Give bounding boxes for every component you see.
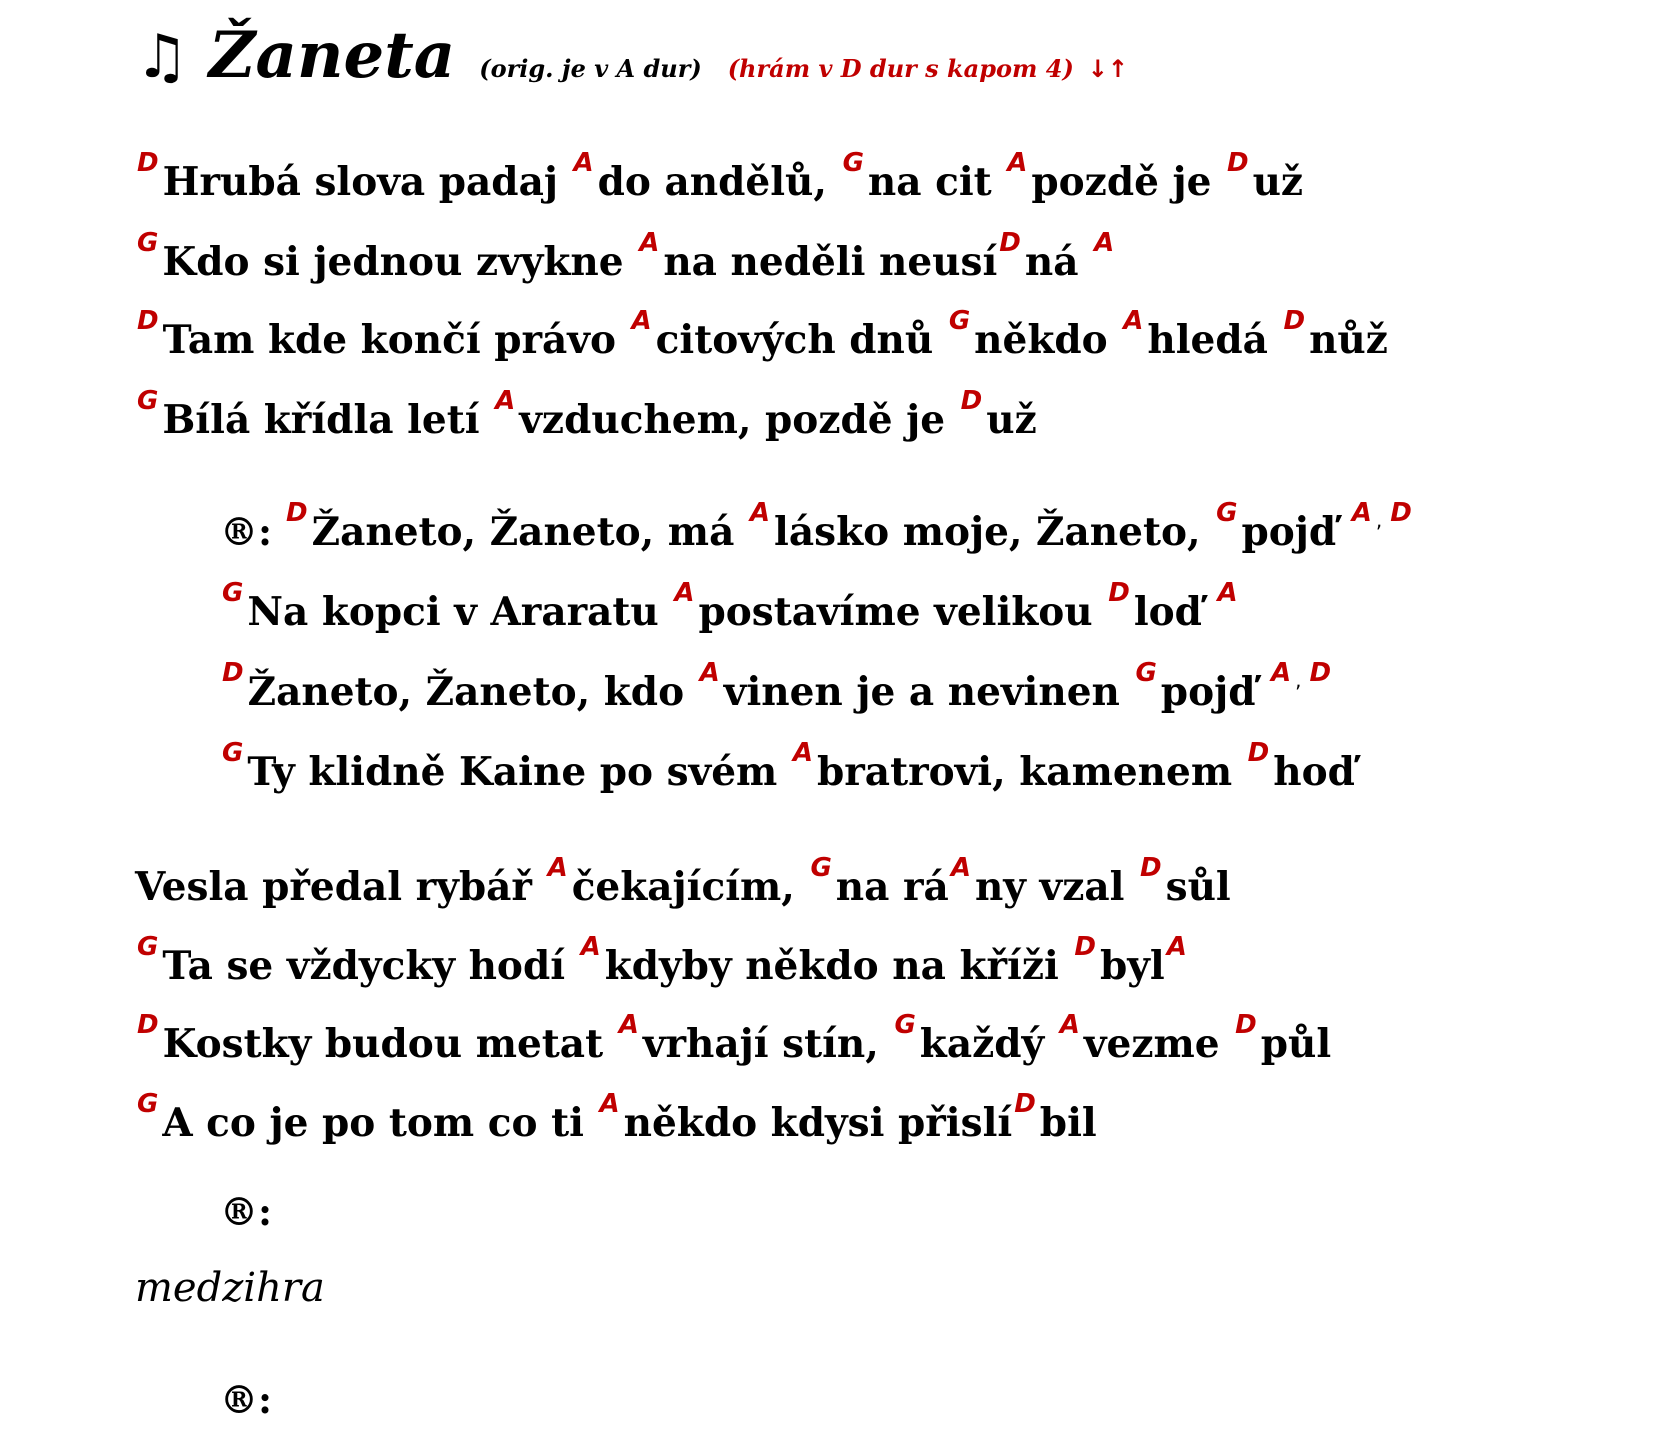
verse2-line4 (135, 1089, 1097, 1158)
chord: G (137, 932, 159, 962)
lyric-text: vezme (1083, 1021, 1234, 1067)
chord: A (1351, 498, 1372, 528)
chord: A (639, 228, 660, 258)
lyric-text: ny vzal (974, 864, 1139, 910)
lyric-text: Kostky budou metat (162, 1021, 617, 1067)
chord: A (1007, 148, 1028, 178)
chord: D (1247, 738, 1270, 768)
lyric-text: citových dnů (655, 317, 947, 363)
lyric-text: A co je po tom co ti (162, 1100, 598, 1146)
lyric-text: pojď (1241, 509, 1350, 555)
lyric-text: na rá (835, 864, 949, 910)
chord: D (137, 1010, 159, 1040)
refrain-line1 (220, 498, 1416, 568)
chord: D (1074, 932, 1096, 962)
chord: D (1309, 658, 1332, 688)
lyric-text: pozdě je (1031, 159, 1225, 205)
chord: D (1390, 498, 1412, 528)
chord: G (1216, 498, 1238, 528)
chord: D (222, 658, 244, 688)
lyric-text: na cit (867, 159, 1006, 205)
lyric-text: Žaneto, Žaneto, má (311, 509, 748, 555)
lyric-text: bil (1039, 1100, 1097, 1146)
chord-separator: , (1295, 668, 1302, 692)
lyric-text: Bílá křídla letí (162, 397, 494, 443)
lyric-text: Ty klidně Kaine po svém (247, 749, 791, 795)
lyric-text: loď (1133, 589, 1216, 635)
lyric-text: postavíme velikou (698, 589, 1107, 635)
lyric-text: Hrubá slova padaj (162, 159, 572, 205)
chord: D (1235, 1010, 1257, 1040)
chord: A (1094, 228, 1115, 258)
lyric-text: už (1252, 159, 1304, 205)
chord: A (580, 932, 601, 962)
chord: D (1283, 306, 1306, 336)
lyric-text: ná (1024, 239, 1093, 285)
chord: D (1226, 148, 1249, 178)
lyric-text: vrhají stín, (642, 1021, 893, 1067)
chord: G (810, 853, 832, 883)
chord: A (495, 386, 516, 416)
lyric-text: nůž (1309, 317, 1388, 363)
music-note-icon: ♫ (135, 22, 189, 92)
chord: A (1217, 578, 1238, 608)
chord: A (1166, 932, 1187, 962)
refrain-mark: ®: (220, 1189, 273, 1234)
chord: G (842, 148, 864, 178)
refrain-line3 (220, 658, 1335, 728)
lyric-text: někdo kdysi přislí (623, 1100, 1013, 1146)
lyric-text: hoď (1273, 749, 1355, 795)
chord: G (894, 1010, 916, 1040)
chord: A (1271, 658, 1292, 688)
refrain-repeat-1 (220, 1182, 284, 1242)
verse1-line1 (135, 148, 1304, 217)
lyric-text: Na kopci v Araratu (247, 589, 673, 635)
chord: A (749, 498, 771, 528)
chord: D (999, 228, 1021, 258)
chord: A (599, 1089, 620, 1119)
lyric-text: kdyby někdo na kříži (604, 943, 1073, 989)
refrain-mark: ®: (220, 1377, 273, 1422)
lyric-text: hledá (1147, 317, 1282, 363)
title-row (135, 18, 1128, 93)
chord: G (222, 578, 244, 608)
chord: G (948, 306, 971, 336)
chord-separator: , (1375, 508, 1383, 532)
chord: D (137, 306, 159, 336)
chord: D (137, 148, 159, 178)
chord: G (137, 1089, 159, 1119)
lyric-text: každý (919, 1021, 1058, 1067)
chord: G (137, 228, 159, 258)
lyric-text: do andělů, (597, 159, 841, 205)
lyric-text: čekajícím, (571, 864, 809, 910)
lyric-text: Tam kde končí právo (162, 317, 630, 363)
lyric-text: Ta se vždycky hodí (162, 943, 579, 989)
chord: D (1108, 578, 1130, 608)
lyric-text: sůl (1165, 864, 1231, 910)
chord: D (960, 386, 983, 416)
chord: A (950, 853, 971, 883)
lyric-text: už (986, 397, 1037, 443)
verse2-line2 (135, 932, 1191, 1001)
lyric-text: vzduchem, pozdě je (519, 397, 959, 443)
refrain-line4 (220, 738, 1355, 807)
lyric-text: byl (1099, 943, 1165, 989)
interlude-label: medzihra (135, 1265, 325, 1311)
played-key-note: (hrám v D dur s kapom 4) (727, 54, 1074, 83)
chord: A (792, 738, 813, 768)
chord: D (286, 498, 308, 528)
chord: A (699, 658, 720, 688)
refrain-mark: ®: (220, 509, 273, 554)
song-title: Žaneta (208, 18, 456, 93)
chord: G (137, 386, 159, 416)
chord: A (674, 578, 695, 608)
verse1-line2 (135, 228, 1118, 297)
verse2-line3 (135, 1010, 1332, 1079)
refrain-repeat-2 (220, 1370, 284, 1430)
chord: G (1135, 658, 1157, 688)
verse1-line3 (135, 306, 1388, 375)
refrain-line2 (220, 578, 1242, 647)
lyric-text: pojď (1160, 669, 1270, 715)
lyric-text: někdo (974, 317, 1122, 363)
lyric-text: na neděli neusí (663, 239, 998, 285)
chord: A (573, 148, 594, 178)
chord: A (631, 306, 652, 336)
lyric-text: půl (1260, 1021, 1332, 1067)
chord: A (1059, 1010, 1080, 1040)
verse2-line1 (135, 853, 1231, 922)
original-key-note: (orig. je v A dur) (479, 54, 702, 83)
verse1-line4 (135, 386, 1037, 455)
lyric-text: lásko moje, Žaneto, (774, 509, 1215, 555)
lyric-text: Žaneto, Žaneto, kdo (247, 669, 698, 715)
chord: D (1014, 1089, 1036, 1119)
lyric-text: vinen je a nevinen (723, 669, 1134, 715)
chord: D (1140, 853, 1162, 883)
chord: A (547, 853, 568, 883)
chord: A (618, 1010, 639, 1040)
lyric-text: Vesla předal rybář (135, 864, 546, 910)
lyric-text: bratrovi, kamenem (816, 749, 1246, 795)
chord: G (222, 738, 244, 768)
chord: A (1123, 306, 1144, 336)
transpose-arrows-icon[interactable]: ↓↑ (1087, 55, 1129, 83)
lyric-text: Kdo si jednou zvykne (162, 239, 638, 285)
